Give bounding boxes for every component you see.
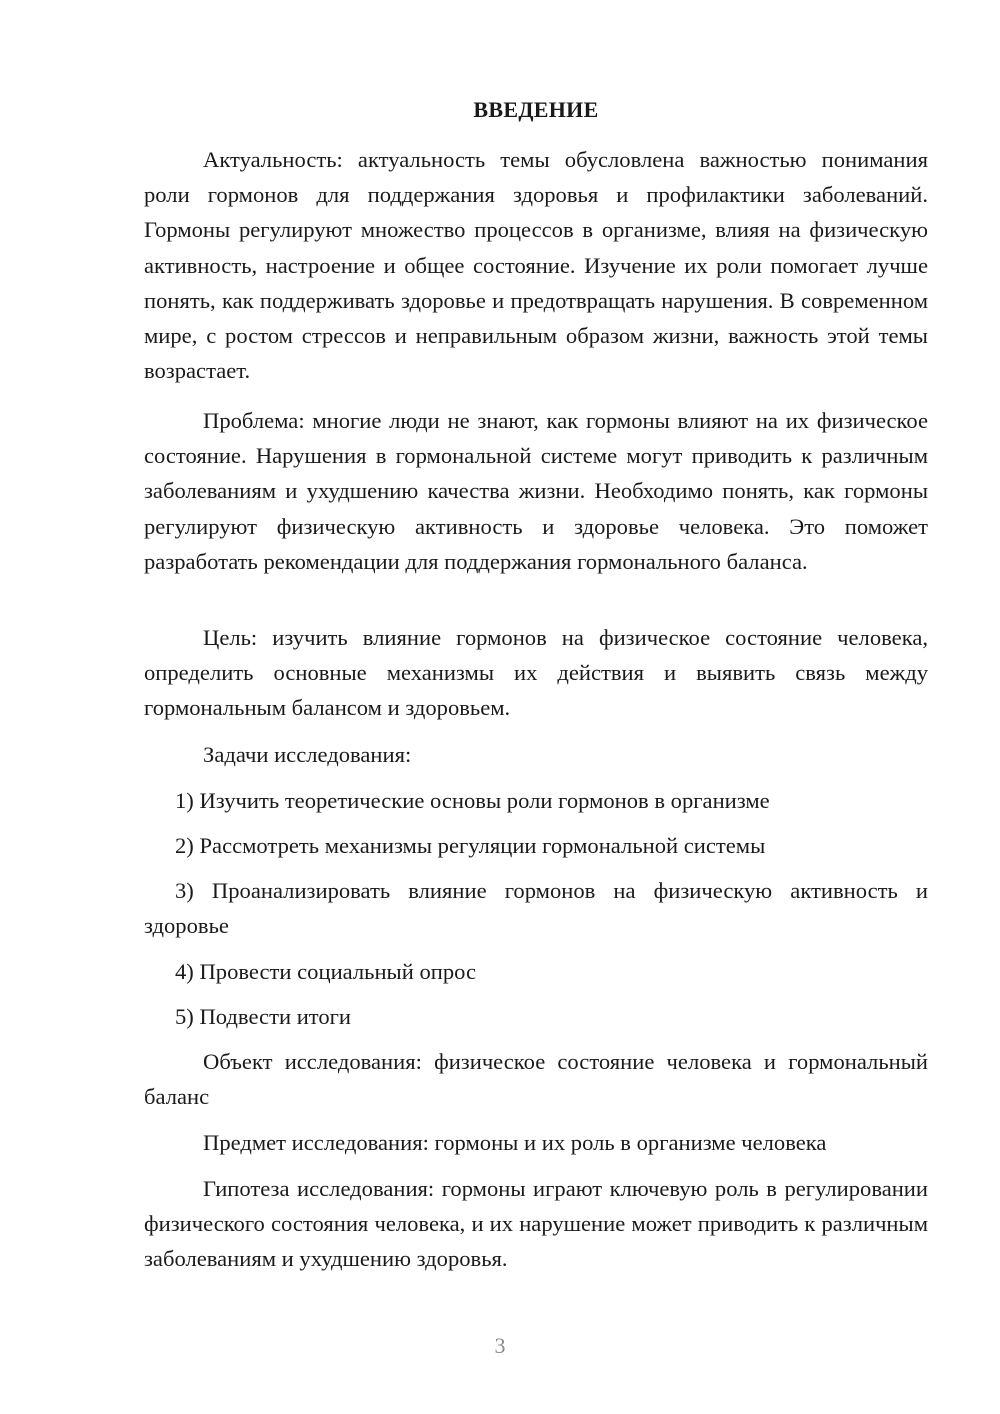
tasks-title: Задачи исследования:	[203, 742, 412, 767]
paragraph-goal: Цель: изучить влияние гормонов на физическое состояние человека, определить основные механизмы их действия и выявить связь между гормональным балансом и здоровьем.	[144, 625, 928, 721]
page-number: 3	[494, 1333, 506, 1358]
task-item: 5) Подвести итоги	[175, 1004, 352, 1029]
paragraph-relevance: Актуальность: актуальность темы обусловлена важностью понимания роли гормонов для поддержания здоровья и профилактики заболеваний. Гормоны регулируют множество процессов в организме, влияя на физическую активность, настроение и общее состояние. Изучение их роли помогает лучше понять, как поддерживать здоровье и предотвращать нарушения. В современном мире, с ростом стрессов и неправильным образом жизни, важность этой темы возрастает.	[144, 147, 928, 384]
paragraph-problem: Проблема: многие люди не знают, как гормоны влияют на их физическое состояние. Нарушения в гормональной системе могут приводить к различным заболеваниям и ухудшению качества жизни. Необходимо понять, как гормоны регулируют физическую активность и здоровье человека. Это поможет разработать рекомендации для поддержания гормонального баланса.	[144, 408, 928, 574]
paragraph-object: Объект исследования: физическое состояние человека и гормональный баланс	[144, 1049, 928, 1110]
task-item: 1) Изучить теоретические основы роли гормонов в организме	[175, 788, 770, 813]
task-item: 4) Провести социальный опрос	[175, 959, 477, 984]
task-item: 2) Рассмотреть механизмы регуляции гормональной системы	[175, 833, 766, 858]
task-item: 3) Проанализировать влияние гормонов на физическую активность и здоровье	[144, 878, 928, 939]
paragraph-hypothesis: Гипотеза исследования: гормоны играют ключевую роль в регулировании физического состояния человека, и их нарушение может приводить к различным заболеваниям и ухудшению здоровья.	[144, 1176, 928, 1272]
paragraph-subject: Предмет исследования: гормоны и их роль в организме человека	[203, 1130, 827, 1155]
section-heading: ВВЕДЕНИЕ	[473, 97, 599, 122]
